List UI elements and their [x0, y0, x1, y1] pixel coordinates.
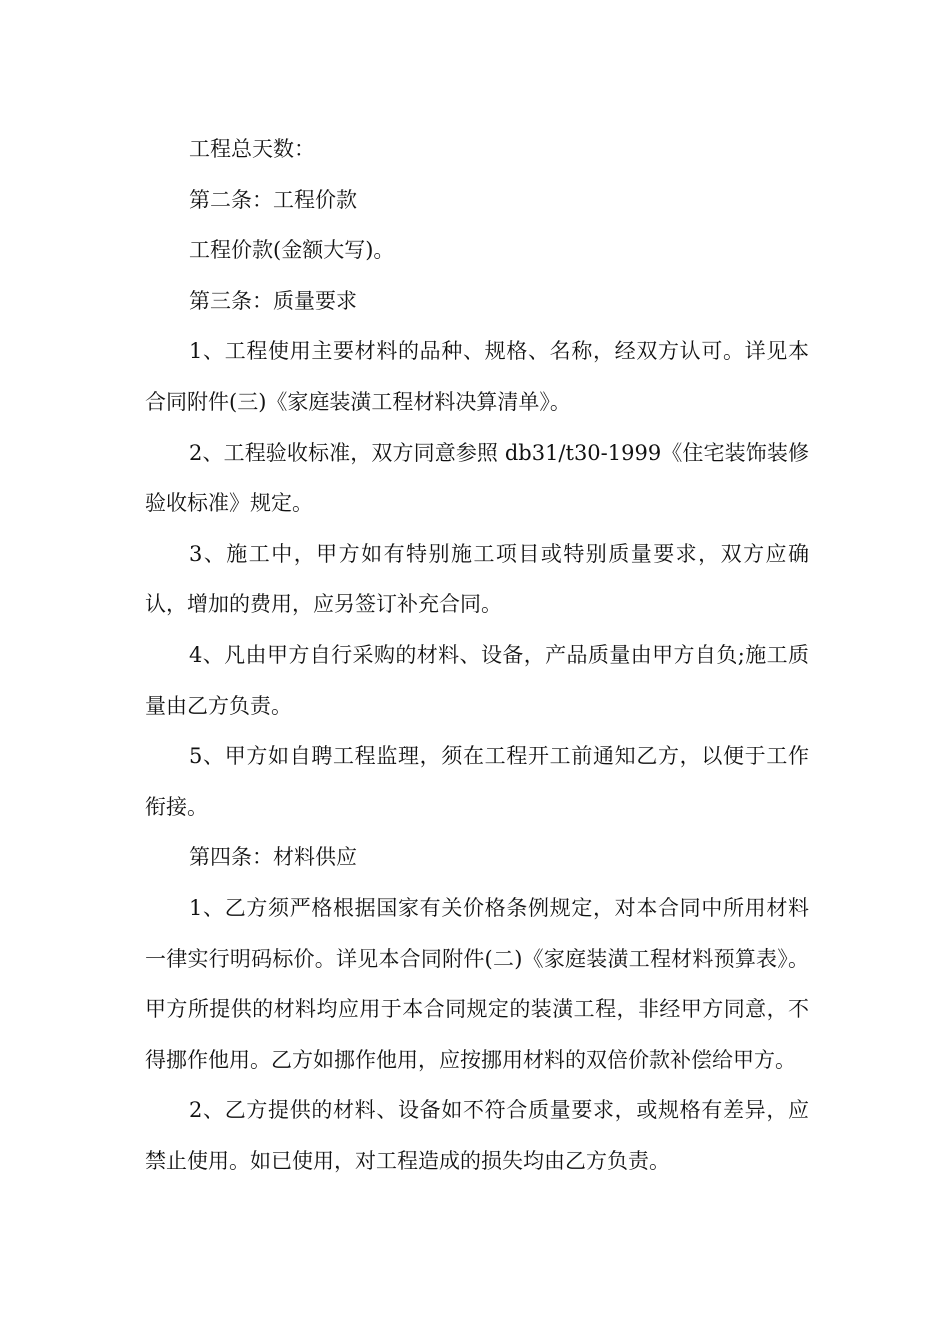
- article-3-item-5: 5、甲方如自聘工程监理，须在工程开工前通知乙方，以便于工作衔接。: [145, 744, 809, 819]
- article-3-item-1: 1、工程使用主要材料的品种、规格、名称，经双方认可。详见本合同附件(三)《家庭装潢工程材料决算清单》。: [145, 339, 809, 414]
- article-2-heading: 第二条：工程价款: [189, 187, 357, 212]
- document-body: [145, 124, 809, 1186]
- price-line: 工程价款(金额大写)。: [189, 238, 395, 263]
- article-3-heading: 第三条：质量要求: [189, 288, 357, 313]
- article-3-item-2: 2、工程验收标准，双方同意参照 db31/t30-1999《住宅装饰装修验收标准》规定。: [145, 440, 809, 516]
- article-4-item-2: 2、乙方提供的材料、设备如不符合质量要求，或规格有差异，应禁止使用。如已使用，对工程造成的损失均由乙方负责。: [145, 1098, 809, 1173]
- article-3-item-4: 4、凡由甲方自行采购的材料、设备，产品质量由甲方自负;施工质量由乙方负责。: [145, 642, 809, 718]
- total-days-line: 工程总天数：: [189, 137, 315, 161]
- article-3-item-3: 3、施工中，甲方如有特别施工项目或特别质量要求，双方应确认，增加的费用，应另签订补充合同。: [145, 541, 809, 617]
- article-4-heading: 第四条：材料供应: [189, 845, 357, 870]
- article-4-item-1: 1、乙方须严格根据国家有关价格条例规定，对本合同中所用材料一律实行明码标价。详见本合同附件(二)《家庭装潢工程材料预算表》。甲方所提供的材料均应用于本合同规定的装潢工程，非经甲方同意，不得挪作他用。乙方如挪作他用，应按挪用材料的双倍价款补偿给甲方。: [145, 895, 809, 1072]
